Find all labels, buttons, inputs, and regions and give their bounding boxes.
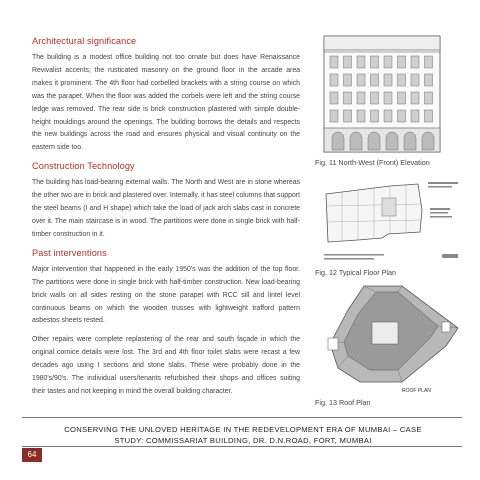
figure-caption-floor-plan: Fig. 12 Typical Floor Plan [315, 268, 396, 277]
footer-rule-top [22, 417, 462, 418]
elevation-window [425, 110, 433, 122]
elevation-window [411, 110, 419, 122]
paragraph-construction-technology: The building has load-bearing external walls. The North and West are in stone whereas the other two are in brick and plastered over. Internally, it has steel columns that support the steel beams (I and H shape) which take the load of jack arch slabs cast in concrete over it. The main staircase is in wood. The partitions were done in single brick with half-timber construction in it. [32, 179, 300, 238]
footer-rule-bottom [22, 446, 462, 447]
page-number-badge: 64 [22, 448, 42, 462]
elevation-window [344, 92, 352, 104]
elevation-window [425, 56, 433, 68]
heading-construction-technology: Construction Technology [32, 161, 135, 172]
elevation-window [371, 110, 379, 122]
elevation-window [371, 74, 379, 86]
footer-title-line-1: CONSERVING THE UNLOVED HERITAGE IN THE REDEVELOPMENT ERA OF MUMBAI – CASE [64, 425, 422, 434]
elevation-window [330, 110, 338, 122]
elevation-window [384, 74, 392, 86]
elevation-window [411, 74, 419, 86]
elevation-window [398, 74, 406, 86]
elevation-window [371, 56, 379, 68]
heading-architectural-significance: Architectural significance [32, 36, 137, 46]
figure-caption-elevation: Fig. 11 North-West (Front) Elevation [315, 158, 430, 167]
elevation-window [425, 74, 433, 86]
footer-title-line-2: STUDY: COMMISSARIAT BUILDING, DR. D.N.ROAD, FORT, MUMBAI [114, 435, 372, 445]
elevation-window [384, 110, 392, 122]
text-column [32, 36, 300, 405]
elevation-window [330, 74, 338, 86]
elevation-window [330, 92, 338, 104]
elevation-arch [332, 132, 344, 150]
paragraph-past-interventions-1: Major intervention that happened in the early 1950's was the addition of the top floor. The partitions were done in single brick with half-timber construction. New load-bearing brick walls on all sides resting on the stone parapet with RCC sill and lintel level continuous beams on which the wooden trusses with lightweight trafford pattern asbestos sheets rested. [32, 265, 300, 325]
elevation-arch [386, 132, 398, 150]
elevation-window [344, 74, 352, 86]
elevation-window [411, 92, 419, 104]
elevation-window [384, 92, 392, 104]
elevation-window [344, 56, 352, 68]
elevation-window [425, 92, 433, 104]
elevation-window [398, 110, 406, 122]
elevation-window [357, 56, 365, 68]
elevation-window [357, 92, 365, 104]
elevation-window [357, 110, 365, 122]
elevation-arch [404, 132, 416, 150]
paragraph-architectural-significance: The building is a modest office building not too ornate but does have Renaissance Revivalist accents; the rusticated masonry on the ground floor in the arcade area makes it prominent. The 4th floor had corbelled brackets with a string course on which was the parapet. When the floor was added the corbels were left and the string course ledge was removed. The rear side is brick construction plastered with simple double-height mouldings around the openings. The building borrows the details and respects the new buildings across the road and ensures physical and visual continuity on the eastern side too. [32, 54, 300, 152]
roof-plan-label: ROOF PLAN [402, 388, 431, 394]
paragraph-past-interventions-2: Other repairs were complete replastering of the rear and south façade in which the original cornice details were lost. The 3rd and 4th floor toilet slabs were recast a few decades ago using I sections and stone slabs. These were probably done in the 1980's/90's. The individual users/tenants refurbished their shops and offices suiting their tastes and not keeping in mind the overall building character. [32, 336, 300, 395]
heading-past-interventions: Past interventions [32, 247, 107, 258]
elevation-window [371, 92, 379, 104]
elevation-arch [350, 132, 362, 150]
elevation-window [398, 56, 406, 68]
elevation-drawing [322, 34, 442, 154]
elevation-arch [422, 132, 434, 150]
elevation-window [330, 56, 338, 68]
elevation-window [384, 56, 392, 68]
elevation-window [357, 74, 365, 86]
elevation-window [411, 56, 419, 68]
footer-title [28, 425, 458, 446]
elevation-window [398, 92, 406, 104]
floor-plan-drawing [318, 176, 468, 264]
elevation-arch [368, 132, 380, 150]
roof-plan-drawing [318, 282, 468, 394]
elevation-window [344, 110, 352, 122]
figure-caption-roof-plan: Fig. 13 Roof Plan [315, 398, 371, 407]
